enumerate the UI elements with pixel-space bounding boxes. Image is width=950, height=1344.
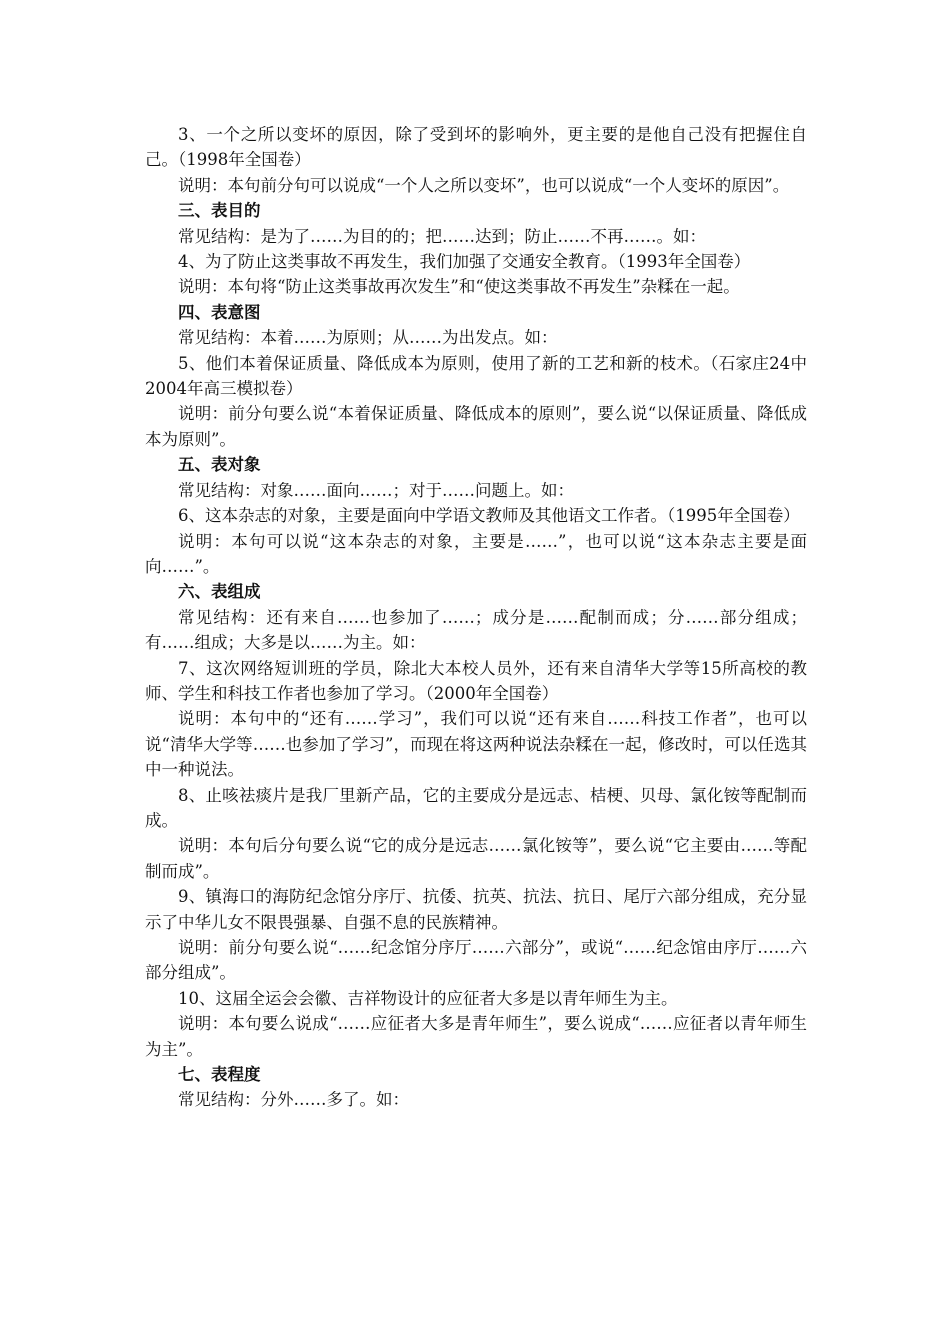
paragraph: 说明：本句要么说成“……应征者大多是青年师生”，要么说成“……应征者以青年师生为主”。 [145,1014,807,1059]
paragraph: 说明：本句将“防止这类事故再次发生”和“使这类事故不再发生”杂糅在一起。 [178,277,740,297]
paragraph: 9、镇海口的海防纪念馆分序厅、抗倭、抗英、抗法、抗日、尾厅六部分组成，充分显示了中华儿女不限畏强暴、自强不息的民族精神。 [145,887,807,932]
paragraph: 常见结构：是为了……为目的的；把……达到；防止……不再……。如： [178,226,706,246]
paragraph: 说明：前分句要么说“本着保证质量、降低成本的原则”，要么说“以保证质量、降低成本为原则”。 [145,404,807,449]
paragraph: 8、止咳祛痰片是我厂里新产品，它的主要成分是远志、桔梗、贝母、氯化铵等配制而成。 [145,785,807,830]
paragraph: 常见结构：本着……为原则；从……为出发点。如： [178,328,558,348]
paragraph: 说明：前分句要么说“……纪念馆分序厅……六部分”，或说“……纪念馆由序厅……六部分组成”。 [145,938,807,983]
section-heading: 四、表意图 [178,302,261,322]
paragraph: 说明：本句中的“还有……学习”，我们可以说“还有来自……科技工作者”，也可以说“清华大学等……也参加了学习”，而现在将这两种说法杂糅在一起，修改时，可以任选其中一种说法。 [145,709,807,780]
paragraph: 说明：本句后分句要么说“它的成分是远志……氯化铵等”，要么说“它主要由……等配制而成”。 [145,836,807,881]
paragraph: 5、他们本着保证质量、降低成本为原则，使用了新的工艺和新的枝术。（石家庄24中2004年高三模拟卷） [145,353,807,399]
paragraph: 10、这届全运会会徽、吉祥物设计的应征者大多是以青年师生为主。 [178,988,678,1008]
paragraph: 6、这本杂志的对象，主要是面向中学语文教师及其他语文工作者。（1995年全国卷） [178,506,800,526]
section-heading: 六、表组成 [178,582,261,602]
paragraph: 常见结构：分外……多了。如： [178,1090,409,1110]
paragraph: 3、一个之所以变坏的原因，除了受到坏的影响外，更主要的是他自己没有把握住自己。（1998年全国卷） [145,125,807,170]
document-body [145,122,807,1113]
paragraph: 常见结构：对象……面向……；对于……问题上。如： [178,480,574,500]
paragraph: 说明：本句前分句可以说成“一个人之所以变坏”，也可以说成“一个人变坏的原因”。 [178,175,790,195]
paragraph: 4、为了防止这类事故不再发生，我们加强了交通安全教育。（1993年全国卷） [178,252,751,272]
section-heading: 五、表对象 [178,455,261,475]
section-heading: 三、表目的 [178,201,261,221]
section-heading: 七、表程度 [178,1065,261,1085]
paragraph: 7、这次网络短训班的学员，除北大本校人员外，还有来自清华大学等15所高校的教师、学生和科技工作者也参加了学习。（2000年全国卷） [145,658,807,703]
paragraph: 常见结构：还有来自……也参加了……；成分是……配制而成；分……部分组成；有……组成；大多是以……为主。如： [145,607,807,653]
paragraph: 说明：本句可以说“这本杂志的对象，主要是……”，也可以说“这本杂志主要是面向……”。 [145,531,807,576]
